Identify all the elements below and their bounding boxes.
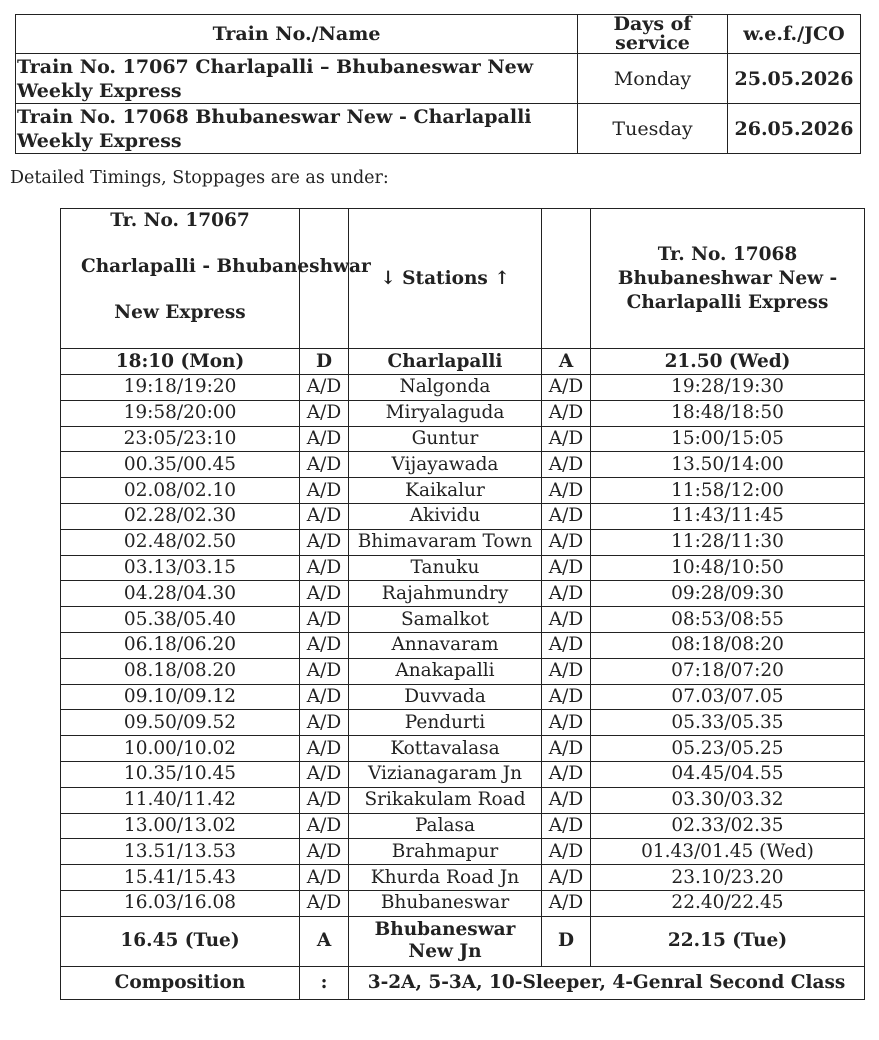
summary-header-row <box>16 15 861 54</box>
station-name: Bhubaneswar <box>349 890 542 916</box>
up-code: A/D <box>300 426 349 452</box>
origin-code: D <box>300 349 349 375</box>
header-17067-suffix: New Express <box>114 302 246 323</box>
up-code: A/D <box>300 581 349 607</box>
down-code: A/D <box>542 710 591 736</box>
composition-row <box>61 966 865 999</box>
timetable-row <box>61 865 865 891</box>
down-code: A/D <box>542 736 591 762</box>
up-time: 05.38/05.40 <box>61 607 300 633</box>
summary-row <box>16 54 861 104</box>
timetable-row <box>61 426 865 452</box>
origin-arrival: 21.50 (Wed) <box>591 349 865 375</box>
station-name: Vijayawada <box>349 452 542 478</box>
up-time: 13.51/13.53 <box>61 839 300 865</box>
down-code: A/D <box>542 426 591 452</box>
header-train-name: Train No./Name <box>16 15 578 54</box>
origin-station: Charlapalli <box>349 349 542 375</box>
summary-wef: 26.05.2026 <box>728 104 861 154</box>
destination-station: Bhubaneswar New Jn <box>349 916 542 966</box>
down-code: A/D <box>542 813 591 839</box>
station-name: Rajahmundry <box>349 581 542 607</box>
down-code: A/D <box>542 452 591 478</box>
up-time: 15.41/15.43 <box>61 865 300 891</box>
timetable-row <box>61 400 865 426</box>
down-code: A/D <box>542 787 591 813</box>
station-name: Guntur <box>349 426 542 452</box>
summary-days: Tuesday <box>578 104 728 154</box>
station-name: Tanuku <box>349 555 542 581</box>
down-time: 01.43/01.45 (Wed) <box>591 839 865 865</box>
destination-arrival: 16.45 (Tue) <box>61 916 300 966</box>
timetable-row <box>61 529 865 555</box>
down-time: 15:00/15:05 <box>591 426 865 452</box>
up-code: A/D <box>300 632 349 658</box>
timetable-row <box>61 761 865 787</box>
down-code: A/D <box>542 478 591 504</box>
up-time: 19:18/19:20 <box>61 375 300 401</box>
destination-departure: 22.15 (Tue) <box>591 916 865 966</box>
up-time: 04.28/04.30 <box>61 581 300 607</box>
down-code: A/D <box>542 890 591 916</box>
timetable-row <box>61 839 865 865</box>
down-code: A/D <box>542 503 591 529</box>
down-code: A/D <box>542 839 591 865</box>
up-time: 02.08/02.10 <box>61 478 300 504</box>
down-code: A/D <box>542 375 591 401</box>
down-code: A/D <box>542 865 591 891</box>
timetable-destination-row <box>61 916 865 966</box>
timetable-row <box>61 736 865 762</box>
up-time: 08.18/08.20 <box>61 658 300 684</box>
station-name: Vizianagaram Jn <box>349 761 542 787</box>
summary-row <box>16 104 861 154</box>
composition-value: 3-2A, 5-3A, 10-Sleeper, 4-Genral Second Class <box>349 966 865 999</box>
station-name: Kottavalasa <box>349 736 542 762</box>
up-code: A/D <box>300 529 349 555</box>
summary-wef: 25.05.2026 <box>728 54 861 104</box>
station-name: Palasa <box>349 813 542 839</box>
down-time: 11:58/12:00 <box>591 478 865 504</box>
header-blank <box>300 209 349 349</box>
timetable-row <box>61 478 865 504</box>
timetable-origin-row <box>61 349 865 375</box>
up-code: A/D <box>300 400 349 426</box>
timetable <box>60 208 865 1000</box>
summary-days: Monday <box>578 54 728 104</box>
up-time: 03.13/03.15 <box>61 555 300 581</box>
timetable-row <box>61 555 865 581</box>
down-time: 02.33/02.35 <box>591 813 865 839</box>
header-17068: Tr. No. 17068 Bhubaneshwar New - Charlapalli Express <box>591 209 865 349</box>
timings-note: Detailed Timings, Stoppages are as under: <box>10 168 389 188</box>
up-time: 19:58/20:00 <box>61 400 300 426</box>
station-name: Duvvada <box>349 684 542 710</box>
timetable-row <box>61 607 865 633</box>
station-name: Miryalaguda <box>349 400 542 426</box>
timetable-row <box>61 813 865 839</box>
station-name: Srikakulam Road <box>349 787 542 813</box>
down-time: 05.23/05.25 <box>591 736 865 762</box>
station-name: Brahmapur <box>349 839 542 865</box>
up-time: 23:05/23:10 <box>61 426 300 452</box>
summary-train-name: Train No. 17067 Charlapalli – Bhubaneswar New Weekly Express <box>16 54 578 104</box>
down-code: A/D <box>542 632 591 658</box>
down-time: 13.50/14:00 <box>591 452 865 478</box>
up-code: A/D <box>300 813 349 839</box>
destination-code: A <box>300 916 349 966</box>
station-name: Khurda Road Jn <box>349 865 542 891</box>
destination-return-code: D <box>542 916 591 966</box>
up-code: A/D <box>300 375 349 401</box>
down-time: 07.03/07.05 <box>591 684 865 710</box>
up-time: 09.10/09.12 <box>61 684 300 710</box>
down-code: A/D <box>542 761 591 787</box>
down-time: 11:28/11:30 <box>591 529 865 555</box>
down-time: 22.40/22.45 <box>591 890 865 916</box>
station-name: Samalkot <box>349 607 542 633</box>
down-code: A/D <box>542 555 591 581</box>
train-summary-table <box>15 14 861 154</box>
station-name: Bhimavaram Town <box>349 529 542 555</box>
up-time: 13.00/13.02 <box>61 813 300 839</box>
down-time: 08:18/08:20 <box>591 632 865 658</box>
up-code: A/D <box>300 452 349 478</box>
down-time: 03.30/03.32 <box>591 787 865 813</box>
down-time: 18:48/18:50 <box>591 400 865 426</box>
up-code: A/D <box>300 710 349 736</box>
timetable-row <box>61 452 865 478</box>
down-time: 08:53/08:55 <box>591 607 865 633</box>
down-time: 23.10/23.20 <box>591 865 865 891</box>
origin-departure: 18:10 (Mon) <box>61 349 300 375</box>
down-code: A/D <box>542 581 591 607</box>
timetable-row <box>61 632 865 658</box>
up-code: A/D <box>300 503 349 529</box>
header-17067-route: Charlapalli - Bhubaneshwar <box>81 256 371 277</box>
timetable-row <box>61 503 865 529</box>
header-days-of-service: Days of service <box>578 15 728 54</box>
timetable-row <box>61 684 865 710</box>
station-name: Nalgonda <box>349 375 542 401</box>
header-stations: ↓ Stations ↑ <box>349 209 542 349</box>
station-name: Kaikalur <box>349 478 542 504</box>
up-code: A/D <box>300 787 349 813</box>
down-code: A/D <box>542 529 591 555</box>
up-time: 02.28/02.30 <box>61 503 300 529</box>
up-time: 02.48/02.50 <box>61 529 300 555</box>
up-code: A/D <box>300 865 349 891</box>
up-time: 16.03/16.08 <box>61 890 300 916</box>
origin-return-code: A <box>542 349 591 375</box>
up-code: A/D <box>300 890 349 916</box>
station-name: Pendurti <box>349 710 542 736</box>
up-code: A/D <box>300 839 349 865</box>
up-time: 00.35/00.45 <box>61 452 300 478</box>
header-wef: w.e.f./JCO <box>728 15 861 54</box>
summary-train-name: Train No. 17068 Bhubaneswar New - Charlapalli Weekly Express <box>16 104 578 154</box>
up-code: A/D <box>300 684 349 710</box>
up-code: A/D <box>300 736 349 762</box>
up-code: A/D <box>300 607 349 633</box>
timetable-row <box>61 581 865 607</box>
down-time: 11:43/11:45 <box>591 503 865 529</box>
timetable-row <box>61 375 865 401</box>
down-time: 04.45/04.55 <box>591 761 865 787</box>
header-blank <box>542 209 591 349</box>
down-code: A/D <box>542 684 591 710</box>
up-code: A/D <box>300 658 349 684</box>
up-code: A/D <box>300 478 349 504</box>
down-time: 19:28/19:30 <box>591 375 865 401</box>
up-time: 09.50/09.52 <box>61 710 300 736</box>
timetable-header-row <box>61 209 865 349</box>
timetable-row <box>61 890 865 916</box>
down-time: 09:28/09:30 <box>591 581 865 607</box>
down-code: A/D <box>542 400 591 426</box>
up-time: 10.00/10.02 <box>61 736 300 762</box>
up-time: 10.35/10.45 <box>61 761 300 787</box>
station-name: Akividu <box>349 503 542 529</box>
down-time: 05.33/05.35 <box>591 710 865 736</box>
station-name: Anakapalli <box>349 658 542 684</box>
up-time: 06.18/06.20 <box>61 632 300 658</box>
timetable-row <box>61 787 865 813</box>
header-17067-number: Tr. No. 17067 <box>110 210 250 231</box>
up-code: A/D <box>300 761 349 787</box>
up-code: A/D <box>300 555 349 581</box>
composition-separator: : <box>300 966 349 999</box>
header-17067 <box>61 209 371 349</box>
timetable-row <box>61 710 865 736</box>
station-name: Annavaram <box>349 632 542 658</box>
timetable-row <box>61 658 865 684</box>
down-time: 07:18/07:20 <box>591 658 865 684</box>
down-time: 10:48/10:50 <box>591 555 865 581</box>
composition-label: Composition <box>61 966 300 999</box>
down-code: A/D <box>542 658 591 684</box>
up-time: 11.40/11.42 <box>61 787 300 813</box>
down-code: A/D <box>542 607 591 633</box>
